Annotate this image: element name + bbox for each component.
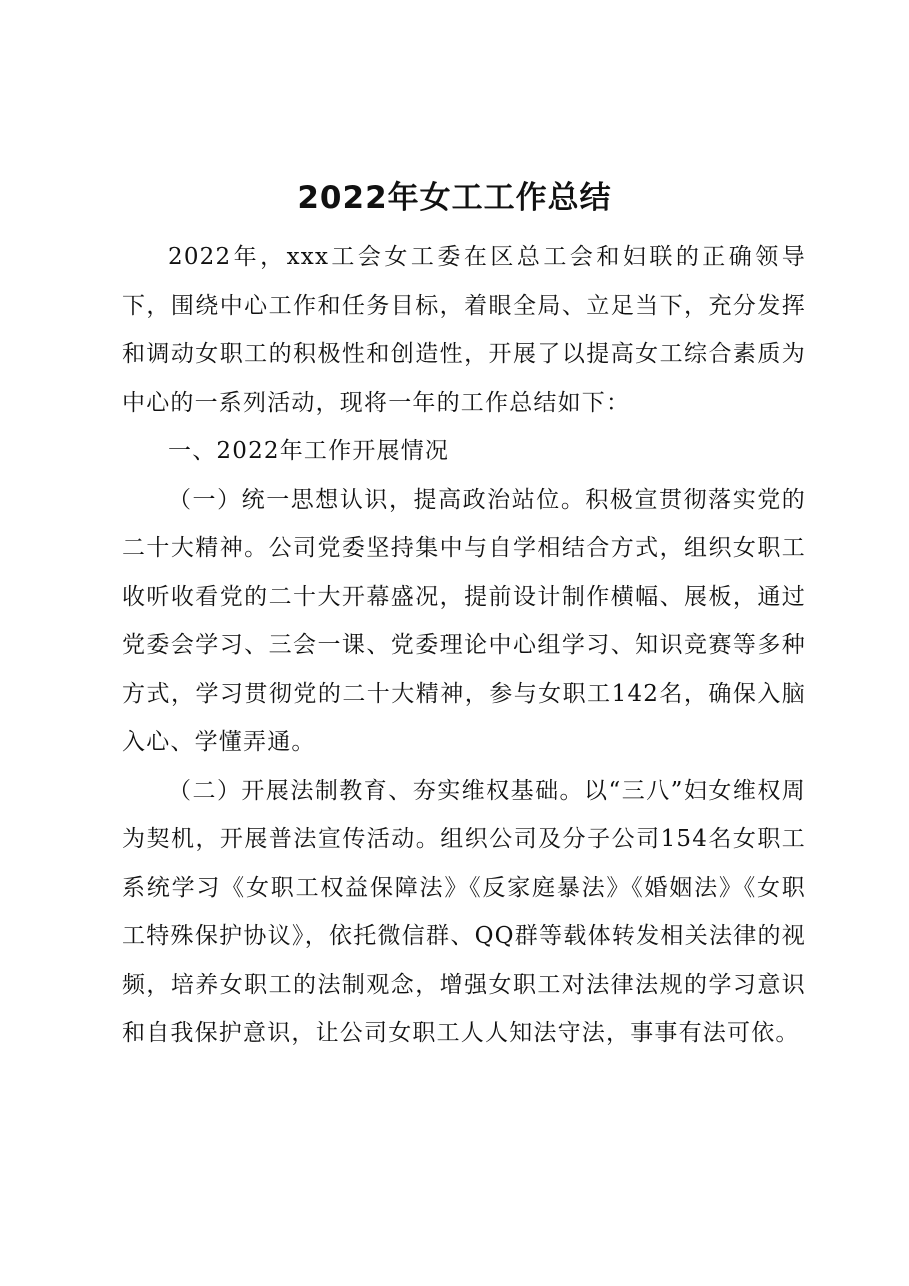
paragraph-intro: 2022年，xxx工会女工委在区总工会和妇联的正确领导下，围绕中心工作和任务目标，着眼全局、立足当下，充分发挥和调动女职工的积极性和创造性，开展了以提高女工综合素质为中心的一系列活动，现将一年的工作总结如下： bbox=[122, 244, 806, 416]
document-body bbox=[122, 233, 806, 1058]
document-title: 2022年女工工作总结 bbox=[297, 180, 612, 216]
paragraph-section-1: （一）统一思想认识，提高政治站位。积极宣贯彻落实党的二十大精神。公司党委坚持集中与自学相结合方式，组织女职工收听收看党的二十大开幕盛况，提前设计制作横幅、展板，通过党委会学习、三会一课、党委理论中心组学习、知识竞赛等多种方式，学习贯彻党的二十大精神，参与女职工142名，确保入脑入心、学懂弄通。 bbox=[122, 486, 806, 755]
paragraph-section-2: （二）开展法制教育、夯实维权基础。以“三八”妇女维权周为契机，开展普法宣传活动。组织公司及分子公司154名女职工系统学习《女职工权益保障法》《反家庭暴法》《婚姻法》《女职工特殊保护协议》，依托微信群、QQ群等载体转发相关法律的视频，培养女职工的法制观念，增强女职工对法律法规的学习意识和自我保护意识，让公司女职工人人知法守法，事事有法可依。 bbox=[122, 777, 806, 1046]
section-heading: 一、2022年工作开展情况 bbox=[168, 438, 450, 464]
